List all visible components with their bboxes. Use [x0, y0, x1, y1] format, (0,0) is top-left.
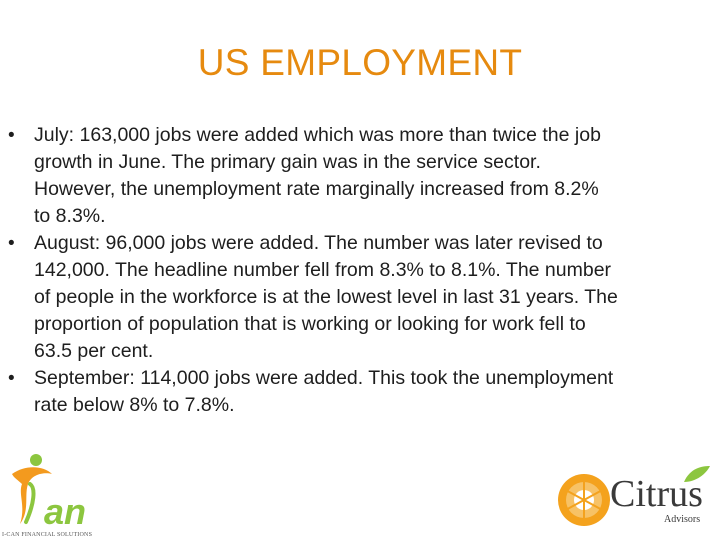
citrus-wordmark: Citrus: [610, 473, 703, 515]
bullet-item-september: [8, 365, 708, 419]
bullet-item-july: [8, 122, 708, 230]
bullet-line: 63.5 per cent.: [34, 340, 154, 362]
citrus-logo: [554, 462, 714, 532]
bullet-line: to 8.3%.: [34, 205, 106, 227]
slide-title: US EMPLOYMENT: [197, 42, 523, 83]
bullet-dot-icon: •: [8, 233, 15, 254]
bullet-line: proportion of population that is working or looking for work fell to: [34, 313, 586, 335]
svg-text:an: an: [44, 491, 87, 532]
ican-tagline: I-CAN FINANCIAL SOLUTIONS: [2, 532, 93, 538]
bullet-line: August: 96,000 jobs were added. The number was later revised to: [34, 232, 603, 254]
ican-logo-mark-icon: [0, 444, 110, 532]
bullet-line: growth in June. The primary gain was in the service sector.: [34, 151, 541, 173]
citrus-subtitle: Advisors: [664, 514, 701, 525]
bullet-line: July: 163,000 jobs were added which was more than twice the job: [34, 124, 601, 146]
bullet-line: However, the unemployment rate marginally increased from 8.2%: [34, 178, 599, 200]
citrus-fruit-icon: [554, 462, 614, 532]
bullet-dot-icon: •: [8, 125, 15, 146]
bullet-line: rate below 8% to 7.8%.: [34, 394, 235, 416]
bullet-line: of people in the workforce is at the lowest level in last 31 years. The: [34, 286, 618, 308]
bullet-item-august: [8, 230, 708, 365]
bullet-list: [8, 122, 708, 419]
bullet-line: 142,000. The headline number fell from 8.3% to 8.1%. The number: [34, 259, 612, 281]
bullet-dot-icon: •: [8, 368, 15, 389]
bullet-line: September: 114,000 jobs were added. This took the unemployment: [34, 367, 614, 389]
ican-logo: [0, 444, 110, 540]
